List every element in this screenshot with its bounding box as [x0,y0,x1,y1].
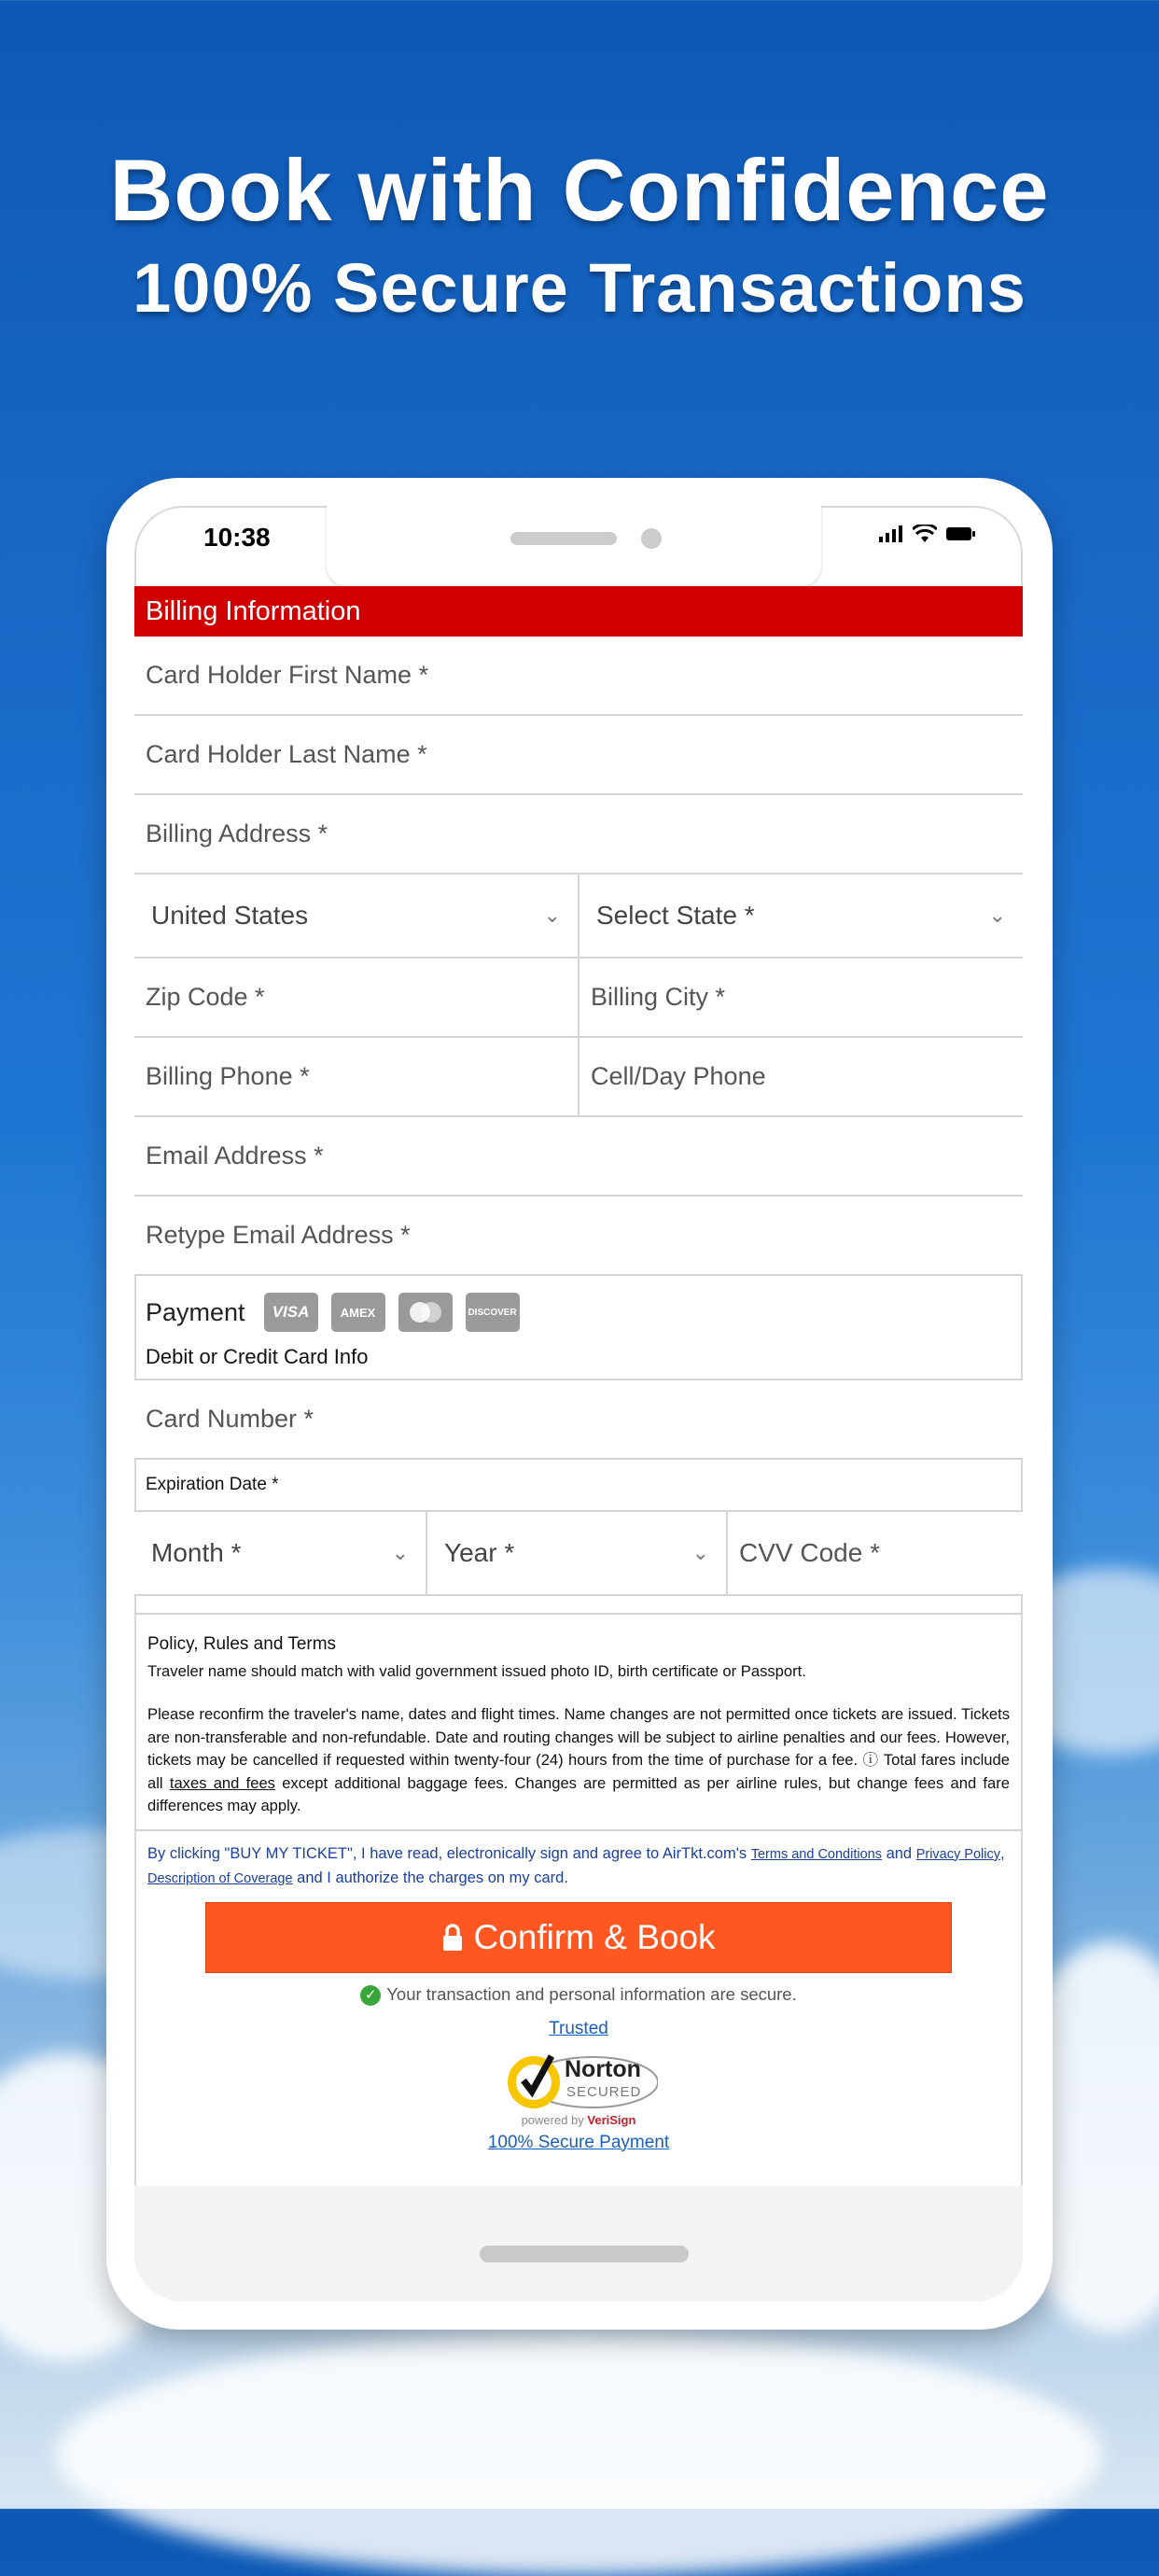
check-circle-icon: ✓ [360,1985,381,2006]
chevron-down-icon: ⌄ [543,903,561,927]
taxes-fees-link[interactable]: taxes and fees [169,1773,275,1792]
state-value: Select State * [596,901,755,930]
last-name-field[interactable]: Card Holder Last Name * [146,740,427,768]
country-value: United States [151,901,309,930]
signal-icon [879,525,903,542]
payment-subtitle: Debit or Credit Card Info [146,1345,369,1368]
wifi-icon [913,525,937,543]
policy-text-a: Please reconfirm the traveler's name, dates and flight times. Name changes are not permitted once tickets are issued. Tickets are non-transferable and non-refundable. Date and routing changes will be subject to airline penalties and our fees. However, tickets may be cancelled if requested within twenty-four (24) hours from the time of purchase for a fee. ⓘ Total fares include all [147,1705,1010,1792]
agreement-comma: , [999,1844,1005,1862]
card-number-field[interactable]: Card Number * [146,1405,314,1433]
notch [327,506,821,586]
policy-title: Policy, Rules and Terms [147,1634,337,1654]
billing-section-header: Billing Information [134,586,1023,637]
year-value: Year * [444,1538,515,1567]
confirm-book-button[interactable] [205,1902,952,1973]
agreement-suffix: and I authorize the charges on my card. [297,1869,568,1886]
amex-icon: AMEX [331,1293,385,1332]
policy-section [134,1613,1023,1829]
lock-icon [441,1924,464,1952]
chevron-down-icon: ⌄ [391,1541,409,1564]
zip-code-field[interactable]: Zip Code * [146,983,265,1011]
headline-subtitle: 100% Secure Transactions [133,249,1026,327]
billing-city-field[interactable]: Billing City * [578,959,1023,1036]
cloud [56,2333,1101,2576]
payment-section [134,1276,1023,1380]
policy-text-b: except additional baggage fees. Changes are permitted as per airline rules, but change fees and fare differences may apply. [147,1773,1010,1814]
camera [641,528,662,549]
battery-icon [946,526,976,541]
agreement-and: and [886,1844,913,1862]
powered-by-text: powered by [521,2112,584,2127]
month-value: Month * [151,1538,242,1567]
discover-icon: DISCOVER [466,1293,520,1332]
policy-text [147,1703,1010,1818]
retype-email-field[interactable]: Retype Email Address * [146,1221,411,1249]
visa-icon: VISA [264,1293,318,1332]
expiration-label: Expiration Date * [134,1460,1023,1512]
home-indicator[interactable] [480,2246,689,2262]
confirm-book-label: Confirm & Book [473,1917,716,1956]
phone-screen [134,506,1023,2302]
speaker [510,532,617,545]
headline-title: Book with Confidence [109,141,1050,239]
chevron-down-icon: ⌄ [691,1541,709,1564]
billing-address-field[interactable]: Billing Address * [146,819,328,847]
secure-note [134,1984,1023,2006]
system-icons [879,525,976,543]
verisign-text: VeriSign [587,2112,636,2127]
payment-title: Payment [146,1297,245,1326]
norton-secured: SECURED [566,2083,642,2100]
cell-phone-field[interactable]: Cell/Day Phone [578,1038,1023,1115]
agreement-text [134,1829,1023,1902]
cvv-field[interactable]: CVV Code * [726,1512,1023,1594]
mastercard-icon [398,1293,453,1332]
year-select[interactable] [426,1512,726,1594]
policy-id-note: Traveler name should match with valid government issued photo ID, birth certificate or Passport. [147,1661,806,1680]
country-select[interactable] [134,875,578,957]
privacy-link[interactable]: Privacy Policy [915,1846,1000,1862]
secure-note-text: Your transaction and personal information are secure. [386,1983,797,2004]
coverage-link[interactable]: Description of Coverage [147,1870,293,1886]
status-time: 10:38 [203,523,271,552]
terms-link[interactable]: Terms and Conditions [750,1846,882,1862]
trusted-link[interactable]: Trusted [549,2018,608,2038]
norton-secured-badge[interactable] [499,2047,658,2131]
first-name-field[interactable]: Card Holder First Name * [146,661,429,689]
billing-phone-field[interactable]: Billing Phone * [146,1062,310,1090]
state-select[interactable] [578,875,1023,957]
bottom-bar [134,2186,1023,2302]
billing-form [134,586,1023,2153]
agreement-prefix: By clicking "BUY MY TICKET", I have read, electronically sign and agree to AirTkt.com's [147,1844,747,1862]
secure-payment-link[interactable]: 100% Secure Payment [487,2132,670,2152]
status-bar [134,506,1023,586]
email-field[interactable]: Email Address * [146,1141,324,1169]
month-select[interactable] [134,1512,426,1594]
phone-frame [106,478,1053,2330]
chevron-down-icon: ⌄ [988,903,1006,927]
norton-name: Norton [565,2055,641,2082]
powered-by [499,2113,658,2127]
